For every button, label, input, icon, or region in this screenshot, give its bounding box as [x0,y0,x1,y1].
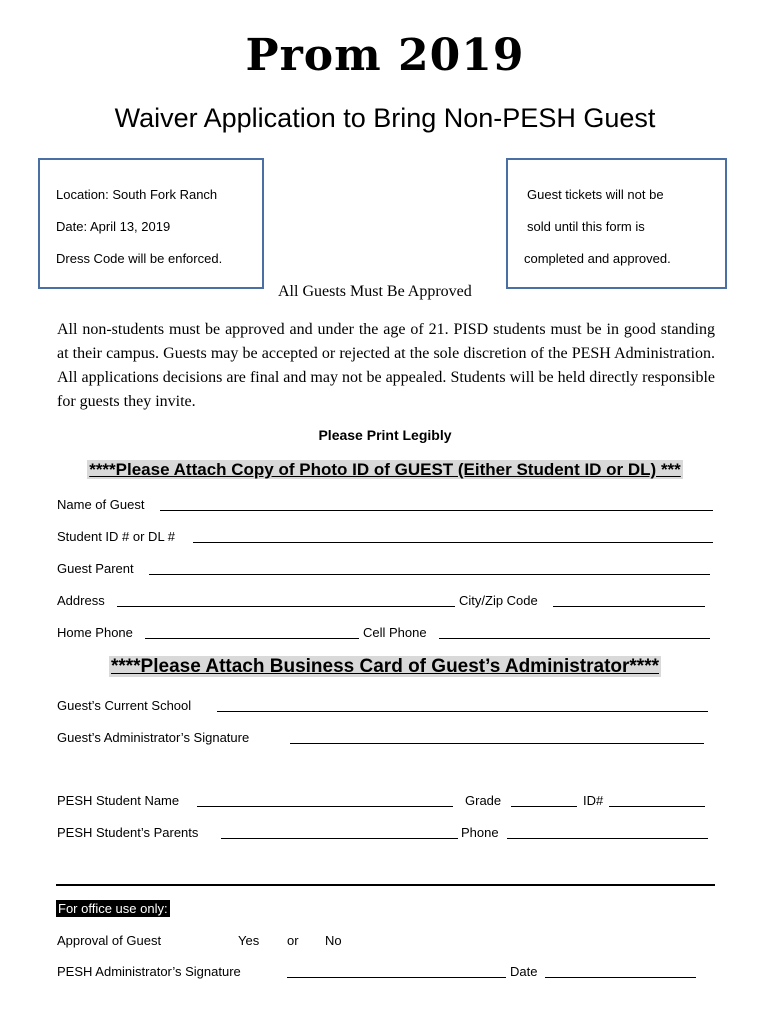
approval-or-text: or [287,933,299,948]
event-info-box [38,158,264,289]
print-legibly-heading: Please Print Legibly [318,427,452,443]
phone-field[interactable] [507,838,708,839]
page-title: Prom 2019 [245,30,525,81]
city-zip-field[interactable] [553,606,705,607]
pesh-admin-signature-field[interactable] [287,977,506,978]
dress-code-text: Dress Code will be enforced. [56,251,223,266]
office-date-label: Date [510,964,538,979]
pesh-admin-signature-label: PESH Administrator’s Signature [57,964,241,979]
grade-label: Grade [465,793,502,808]
student-id-label: Student ID # or DL # [57,529,176,544]
address-field[interactable] [117,606,455,607]
current-school-label: Guest’s Current School [57,698,192,713]
ticket-notice-box [506,158,727,289]
approval-label: Approval of Guest [57,933,162,948]
guest-name-label: Name of Guest [57,497,145,512]
approval-no-option[interactable]: No [325,933,342,948]
business-card-banner [0,656,770,678]
city-zip-label: City/Zip Code [459,593,538,608]
phone-label: Phone [461,825,499,840]
current-school-field[interactable] [217,711,708,712]
section-divider [56,884,715,886]
guest-parent-field[interactable] [149,574,710,575]
location-text: Location: South Fork Ranch [56,187,218,202]
address-label: Address [57,593,105,608]
date-text: Date: April 13, 2019 [56,219,171,234]
id-label: ID# [583,793,604,808]
admin-signature-label: Guest’s Administrator’s Signature [57,730,250,745]
ticket-notice-line-3: completed and approved. [524,251,671,266]
student-id-field[interactable] [193,542,713,543]
office-date-field[interactable] [545,977,696,978]
approval-yes-option[interactable]: Yes [238,933,260,948]
grade-field[interactable] [511,806,577,807]
home-phone-label: Home Phone [57,625,133,640]
cell-phone-field[interactable] [439,638,710,639]
cell-phone-label: Cell Phone [363,625,427,640]
pesh-student-name-label: PESH Student Name [57,793,180,808]
pesh-parents-label: PESH Student’s Parents [57,825,199,840]
intro-paragraph: All non-students must be approved and under the age of 21. PISD students must be in good standing at their campus. Guests may be accepted or rejected at the sole discretion of the PESH Administration. All applications decisions are final and may not be appealed. Students will be held directly responsible for guests they invite. [57,321,715,410]
approval-note: All Guests Must Be Approved [278,283,472,300]
pesh-student-name-field[interactable] [197,806,453,807]
home-phone-field[interactable] [145,638,359,639]
form-subtitle: Waiver Application to Bring Non-PESH Guest [114,103,656,133]
guest-parent-label: Guest Parent [57,561,134,576]
admin-signature-field[interactable] [290,743,704,744]
photo-id-banner [0,460,770,480]
ticket-notice-line-2: sold until this form is [527,219,645,234]
pesh-parents-field[interactable] [221,838,458,839]
ticket-notice-line-1: Guest tickets will not be [527,187,664,202]
id-field[interactable] [609,806,705,807]
photo-id-banner-text: ****Please Attach Copy of Photo ID of GUEST (Either Student ID or DL) *** [89,460,681,479]
business-card-banner-text: ****Please Attach Business Card of Guest’s Administrator**** [110,656,659,677]
office-use-heading: For office use only: [58,901,168,916]
guest-name-field[interactable] [160,510,713,511]
